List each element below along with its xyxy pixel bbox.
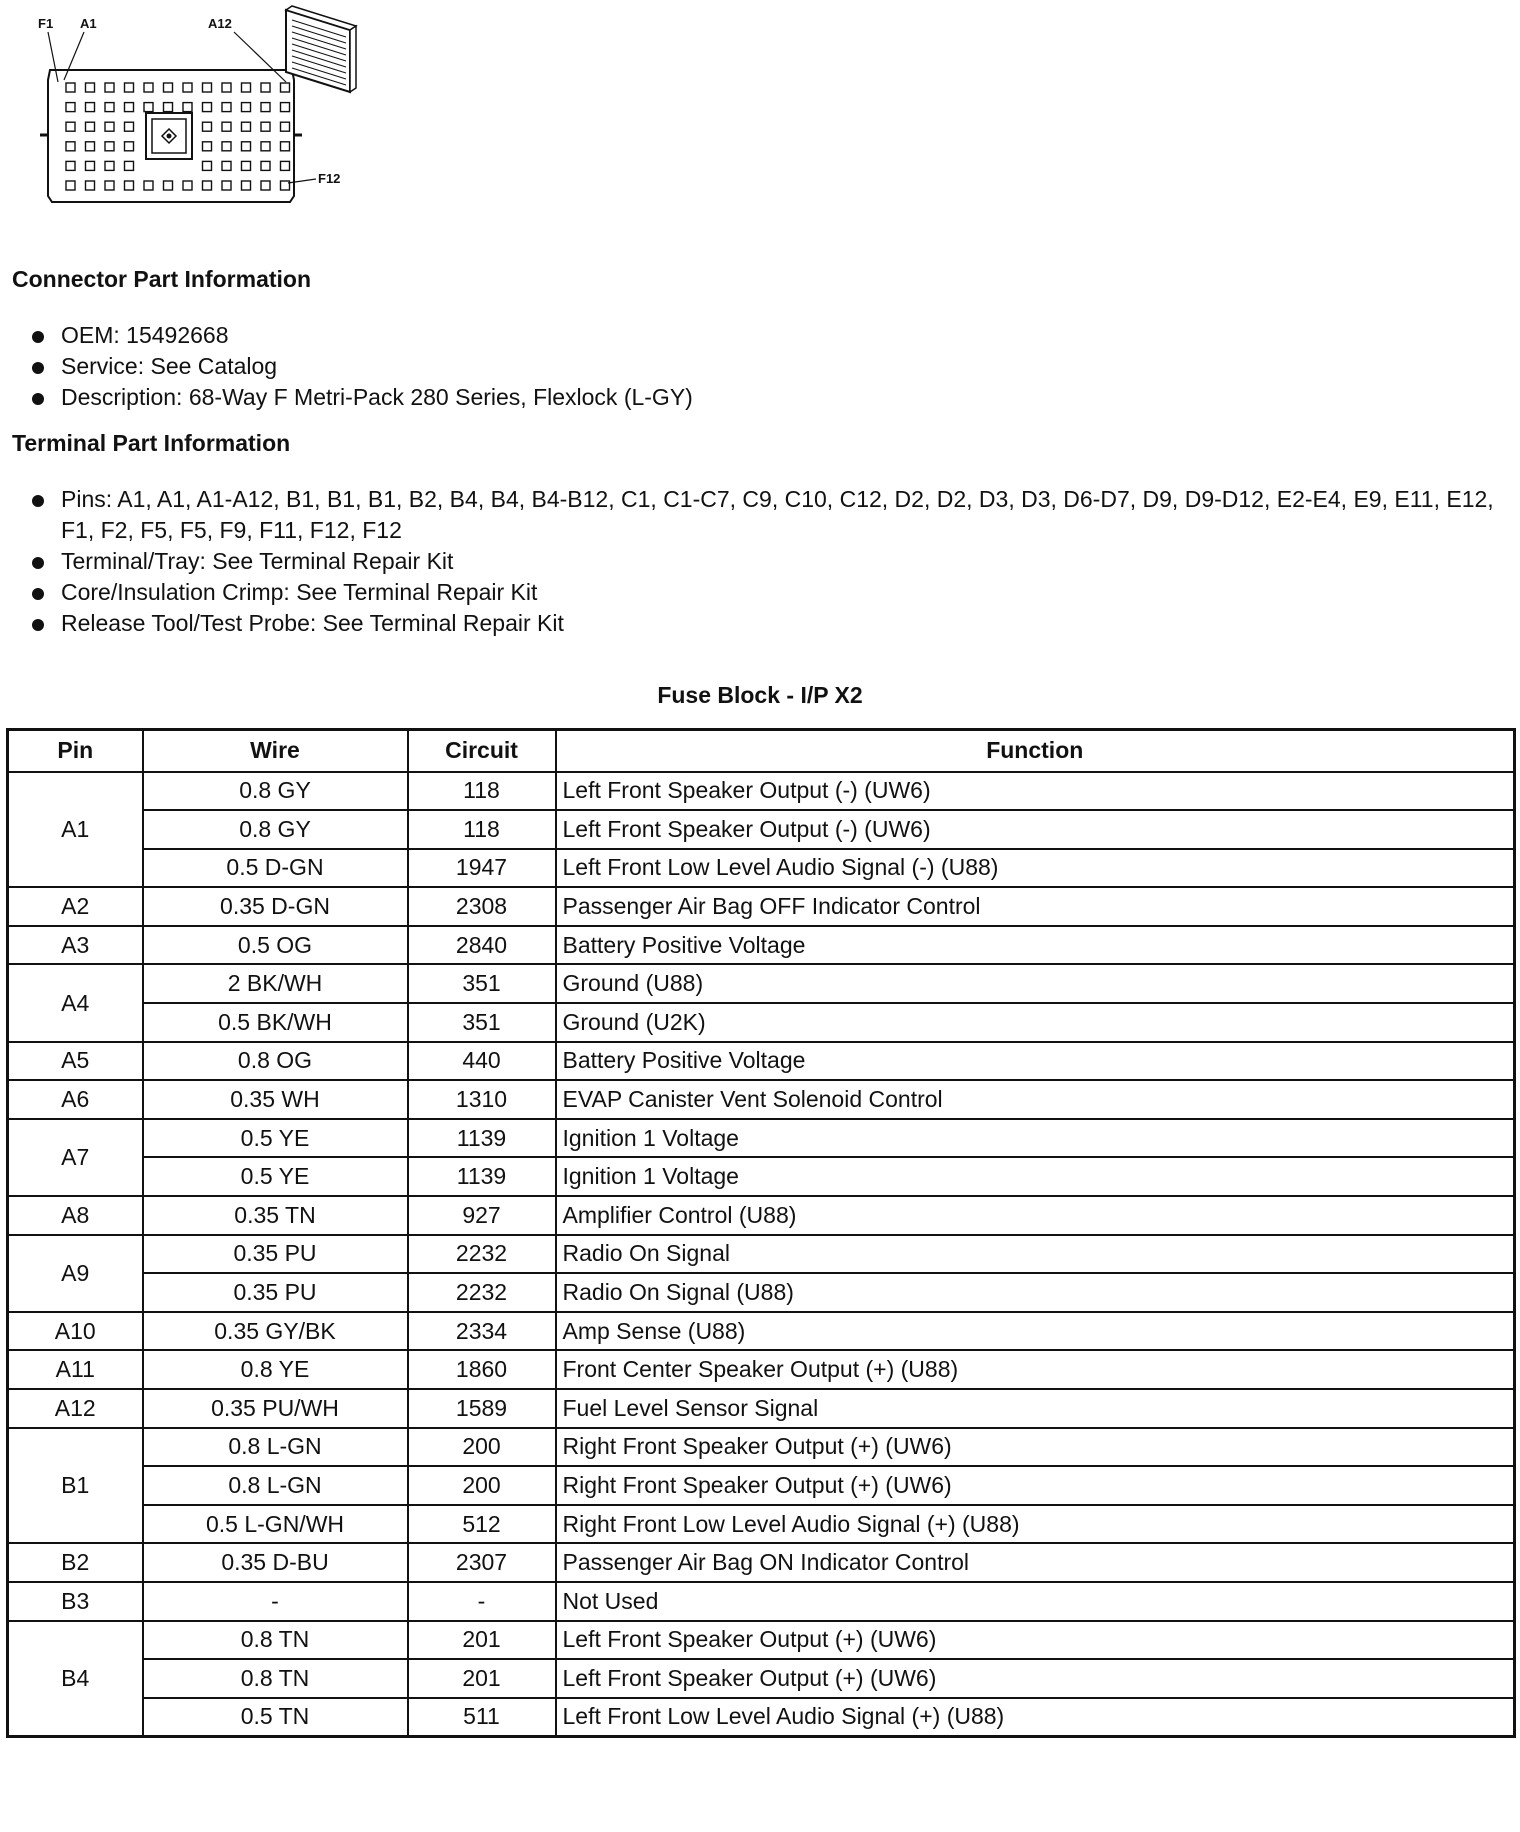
pin-cavity xyxy=(183,83,192,92)
cell-wire: 0.5 OG xyxy=(143,926,408,965)
pin-cavity xyxy=(86,83,95,92)
terminal-crimp: Core/Insulation Crimp: See Terminal Repair Kit xyxy=(61,579,538,605)
cell-pin: B2 xyxy=(8,1543,143,1582)
table-row xyxy=(8,964,1515,1003)
table-row xyxy=(8,772,1515,811)
terminal-section-title: Terminal Part Information xyxy=(12,430,291,456)
bullet-icon xyxy=(32,588,44,600)
table-row xyxy=(8,1312,1515,1351)
table-row xyxy=(8,1505,1515,1544)
pin-cavity xyxy=(222,161,231,170)
pin-cavity xyxy=(86,142,95,151)
cell-wire: 0.5 BK/WH xyxy=(143,1003,408,1042)
cell-wire: 0.35 WH xyxy=(143,1080,408,1119)
cell-wire: 0.8 TN xyxy=(143,1659,408,1698)
connector-description: Description: 68-Way F Metri-Pack 280 Series, Flexlock (L-GY) xyxy=(61,384,693,410)
cell-wire: 0.35 PU xyxy=(143,1273,408,1312)
table-row xyxy=(8,1659,1515,1698)
cell-wire: 0.35 PU xyxy=(143,1235,408,1274)
cell-function: Passenger Air Bag ON Indicator Control xyxy=(556,1543,1515,1582)
pin-cavity xyxy=(125,142,134,151)
cell-wire: 0.8 GY xyxy=(143,772,408,811)
cell-circuit: 511 xyxy=(408,1698,556,1737)
pin-cavity xyxy=(86,103,95,112)
cell-circuit: 200 xyxy=(408,1466,556,1505)
cell-circuit: 2840 xyxy=(408,926,556,965)
cell-wire: 0.8 L-GN xyxy=(143,1466,408,1505)
pin-cavity xyxy=(242,83,251,92)
cell-pin: A8 xyxy=(8,1196,143,1235)
cell-pin: A10 xyxy=(8,1312,143,1351)
cell-pin: A7 xyxy=(8,1119,143,1196)
pin-cavity xyxy=(261,103,270,112)
cell-function: Left Front Speaker Output (+) (UW6) xyxy=(556,1659,1515,1698)
pin-cavity xyxy=(125,103,134,112)
pin-cavity xyxy=(66,103,75,112)
cell-wire: 0.5 D-GN xyxy=(143,849,408,888)
cell-wire: 0.8 TN xyxy=(143,1621,408,1660)
pin-cavity xyxy=(164,103,173,112)
cell-pin: A12 xyxy=(8,1389,143,1428)
bullet-icon xyxy=(32,393,44,405)
cell-function: Ground (U88) xyxy=(556,964,1515,1003)
cell-wire: 0.5 TN xyxy=(143,1698,408,1737)
cell-wire: 0.35 GY/BK xyxy=(143,1312,408,1351)
bullet-icon xyxy=(32,557,44,569)
cell-pin: A3 xyxy=(8,926,143,965)
list-item xyxy=(28,484,1501,546)
cell-circuit: 2232 xyxy=(408,1273,556,1312)
header-wire: Wire xyxy=(143,730,408,772)
cell-circuit: 2308 xyxy=(408,887,556,926)
connector-oem: OEM: 15492668 xyxy=(61,322,229,348)
table-row xyxy=(8,1196,1515,1235)
header-function: Function xyxy=(556,730,1515,772)
pin-cavity xyxy=(261,122,270,131)
cell-wire: 0.8 GY xyxy=(143,810,408,849)
cell-circuit: - xyxy=(408,1582,556,1621)
table-row xyxy=(8,1273,1515,1312)
pin-cavity xyxy=(105,161,114,170)
cell-circuit: 1860 xyxy=(408,1350,556,1389)
cell-wire: 2 BK/WH xyxy=(143,964,408,1003)
cell-function: Left Front Low Level Audio Signal (-) (U88) xyxy=(556,849,1515,888)
cell-function: Left Front Speaker Output (-) (UW6) xyxy=(556,810,1515,849)
cell-function: Ignition 1 Voltage xyxy=(556,1157,1515,1196)
pin-cavity xyxy=(222,181,231,190)
list-item xyxy=(28,382,1501,413)
pin-cavity xyxy=(242,122,251,131)
pin-cavity xyxy=(281,83,290,92)
cell-wire: 0.8 YE xyxy=(143,1350,408,1389)
pin-cavity xyxy=(125,122,134,131)
pin-cavity xyxy=(144,83,153,92)
cell-wire: 0.35 TN xyxy=(143,1196,408,1235)
cell-function: Radio On Signal xyxy=(556,1235,1515,1274)
connector-section-title: Connector Part Information xyxy=(12,266,312,292)
table-row xyxy=(8,1350,1515,1389)
pin-cavity xyxy=(242,161,251,170)
table-row xyxy=(8,1042,1515,1081)
label-a12: A12 xyxy=(208,16,232,31)
cell-function: Ground (U2K) xyxy=(556,1003,1515,1042)
pin-cavity xyxy=(203,103,212,112)
cell-pin: A5 xyxy=(8,1042,143,1081)
pin-cavity xyxy=(281,142,290,151)
connector-perspective-thumbnail xyxy=(286,6,356,92)
cell-wire: - xyxy=(143,1582,408,1621)
terminal-release-tool: Release Tool/Test Probe: See Terminal Repair Kit xyxy=(61,610,564,636)
cell-wire: 0.5 YE xyxy=(143,1157,408,1196)
cell-function: Left Front Speaker Output (-) (UW6) xyxy=(556,772,1515,811)
cell-circuit: 440 xyxy=(408,1042,556,1081)
table-row xyxy=(8,1621,1515,1660)
cell-wire: 0.35 D-GN xyxy=(143,887,408,926)
cell-circuit: 200 xyxy=(408,1428,556,1467)
pin-cavity xyxy=(203,161,212,170)
pin-cavity xyxy=(66,83,75,92)
table-row xyxy=(8,926,1515,965)
terminal-pins: Pins: A1, A1, A1-A12, B1, B1, B1, B2, B4, B4, B4-B12, C1, C1-C7, C9, C10, C12, D2, D2, D3, D3, D6-D7, D9, D9-D12, E2-E4, E9, E11, E12, F1, F2, F5, F5, F9, F11, F12, F12 xyxy=(61,486,1494,543)
label-a1: A1 xyxy=(80,16,97,31)
cell-wire: 0.8 L-GN xyxy=(143,1428,408,1467)
cell-function: Fuel Level Sensor Signal xyxy=(556,1389,1515,1428)
cell-function: Not Used xyxy=(556,1582,1515,1621)
header-pin: Pin xyxy=(8,730,143,772)
cell-function: Battery Positive Voltage xyxy=(556,926,1515,965)
pin-cavity xyxy=(203,122,212,131)
cell-circuit: 1310 xyxy=(408,1080,556,1119)
cell-function: Amplifier Control (U88) xyxy=(556,1196,1515,1235)
table-row xyxy=(8,1698,1515,1737)
cell-pin: A1 xyxy=(8,772,143,888)
cell-wire: 0.8 OG xyxy=(143,1042,408,1081)
table-row xyxy=(8,1466,1515,1505)
table-row xyxy=(8,1543,1515,1582)
pin-cavity xyxy=(125,161,134,170)
table-row xyxy=(8,1080,1515,1119)
label-f1: F1 xyxy=(38,16,54,31)
cell-circuit: 201 xyxy=(408,1659,556,1698)
pin-cavity xyxy=(242,142,251,151)
cell-pin: A6 xyxy=(8,1080,143,1119)
pin-cavity xyxy=(66,181,75,190)
pin-cavity xyxy=(261,161,270,170)
pin-cavity xyxy=(261,142,270,151)
pin-cavity xyxy=(183,103,192,112)
cell-circuit: 1139 xyxy=(408,1119,556,1158)
pin-cavity xyxy=(164,181,173,190)
cell-pin: B4 xyxy=(8,1621,143,1737)
label-f12: F12 xyxy=(318,171,341,186)
cell-pin: A11 xyxy=(8,1350,143,1389)
pin-cavity xyxy=(261,181,270,190)
pin-cavity xyxy=(125,83,134,92)
table-row xyxy=(8,1235,1515,1274)
pin-cavity xyxy=(203,83,212,92)
cell-function: Radio On Signal (U88) xyxy=(556,1273,1515,1312)
pin-cavity xyxy=(105,103,114,112)
table-row xyxy=(8,1157,1515,1196)
cell-circuit: 2232 xyxy=(408,1235,556,1274)
cell-wire: 0.5 YE xyxy=(143,1119,408,1158)
pin-cavity xyxy=(281,181,290,190)
pin-cavity xyxy=(242,103,251,112)
cell-circuit: 2307 xyxy=(408,1543,556,1582)
pin-cavity xyxy=(105,122,114,131)
pin-cavity xyxy=(125,181,134,190)
pin-cavity xyxy=(105,181,114,190)
table-row xyxy=(8,1428,1515,1467)
bullet-icon xyxy=(32,331,44,343)
table-row xyxy=(8,1389,1515,1428)
list-item xyxy=(28,351,1501,382)
terminal-tray: Terminal/Tray: See Terminal Repair Kit xyxy=(61,548,454,574)
cell-circuit: 118 xyxy=(408,772,556,811)
pin-cavity xyxy=(203,181,212,190)
cell-pin: A2 xyxy=(8,887,143,926)
bullet-icon xyxy=(32,362,44,374)
cell-wire: 0.5 L-GN/WH xyxy=(143,1505,408,1544)
cell-function: Right Front Speaker Output (+) (UW6) xyxy=(556,1428,1515,1467)
pin-cavity xyxy=(66,142,75,151)
cell-pin: B1 xyxy=(8,1428,143,1544)
cell-circuit: 1139 xyxy=(408,1157,556,1196)
list-item xyxy=(28,320,1501,351)
cell-circuit: 201 xyxy=(408,1621,556,1660)
connector-info-list xyxy=(28,320,1501,413)
bullet-icon xyxy=(32,495,44,507)
header-circuit: Circuit xyxy=(408,730,556,772)
pin-cavity xyxy=(203,142,212,151)
cell-pin: B3 xyxy=(8,1582,143,1621)
pin-table xyxy=(6,728,1516,1738)
table-row xyxy=(8,1119,1515,1158)
cell-circuit: 2334 xyxy=(408,1312,556,1351)
cell-function: EVAP Canister Vent Solenoid Control xyxy=(556,1080,1515,1119)
cell-circuit: 512 xyxy=(408,1505,556,1544)
pin-cavity xyxy=(183,181,192,190)
table-row xyxy=(8,887,1515,926)
cell-function: Passenger Air Bag OFF Indicator Control xyxy=(556,887,1515,926)
terminal-info-list xyxy=(28,484,1501,639)
cell-pin: A9 xyxy=(8,1235,143,1312)
pin-cavity xyxy=(144,181,153,190)
table-row xyxy=(8,810,1515,849)
cell-circuit: 351 xyxy=(408,1003,556,1042)
pin-cavity xyxy=(144,103,153,112)
cell-wire: 0.35 D-BU xyxy=(143,1543,408,1582)
cell-function: Battery Positive Voltage xyxy=(556,1042,1515,1081)
pin-cavity xyxy=(164,83,173,92)
list-item xyxy=(28,608,1501,639)
cell-function: Amp Sense (U88) xyxy=(556,1312,1515,1351)
pin-cavity xyxy=(105,83,114,92)
cell-circuit: 351 xyxy=(408,964,556,1003)
pin-cavity xyxy=(242,181,251,190)
pin-cavity xyxy=(105,142,114,151)
connector-diagram xyxy=(0,0,400,230)
table-row xyxy=(8,1582,1515,1621)
pin-cavity xyxy=(222,103,231,112)
bullet-icon xyxy=(32,619,44,631)
cell-circuit: 118 xyxy=(408,810,556,849)
pin-cavity xyxy=(86,161,95,170)
pin-cavity xyxy=(222,122,231,131)
pin-cavity xyxy=(281,122,290,131)
cell-function: Right Front Low Level Audio Signal (+) (U88) xyxy=(556,1505,1515,1544)
cell-function: Ignition 1 Voltage xyxy=(556,1119,1515,1158)
cell-function: Left Front Low Level Audio Signal (+) (U88) xyxy=(556,1698,1515,1737)
cell-circuit: 1589 xyxy=(408,1389,556,1428)
list-item xyxy=(28,546,1501,577)
pin-cavity xyxy=(66,122,75,131)
cell-pin: A4 xyxy=(8,964,143,1041)
cell-circuit: 927 xyxy=(408,1196,556,1235)
pin-cavity xyxy=(86,122,95,131)
pin-cavity xyxy=(66,161,75,170)
pin-cavity xyxy=(222,142,231,151)
cell-function: Front Center Speaker Output (+) (U88) xyxy=(556,1350,1515,1389)
table-title: Fuse Block - I/P X2 xyxy=(657,682,863,708)
pin-cavity xyxy=(86,181,95,190)
pin-cavity xyxy=(261,83,270,92)
cell-function: Right Front Speaker Output (+) (UW6) xyxy=(556,1466,1515,1505)
pin-cavity xyxy=(281,103,290,112)
table-body xyxy=(8,772,1515,1737)
cell-wire: 0.35 PU/WH xyxy=(143,1389,408,1428)
pin-cavity xyxy=(222,83,231,92)
connector-service: Service: See Catalog xyxy=(61,353,278,379)
cell-circuit: 1947 xyxy=(408,849,556,888)
table-header-row xyxy=(8,730,1515,772)
cell-function: Left Front Speaker Output (+) (UW6) xyxy=(556,1621,1515,1660)
list-item xyxy=(28,577,1501,608)
pin-cavity xyxy=(281,161,290,170)
table-row xyxy=(8,1003,1515,1042)
table-row xyxy=(8,849,1515,888)
